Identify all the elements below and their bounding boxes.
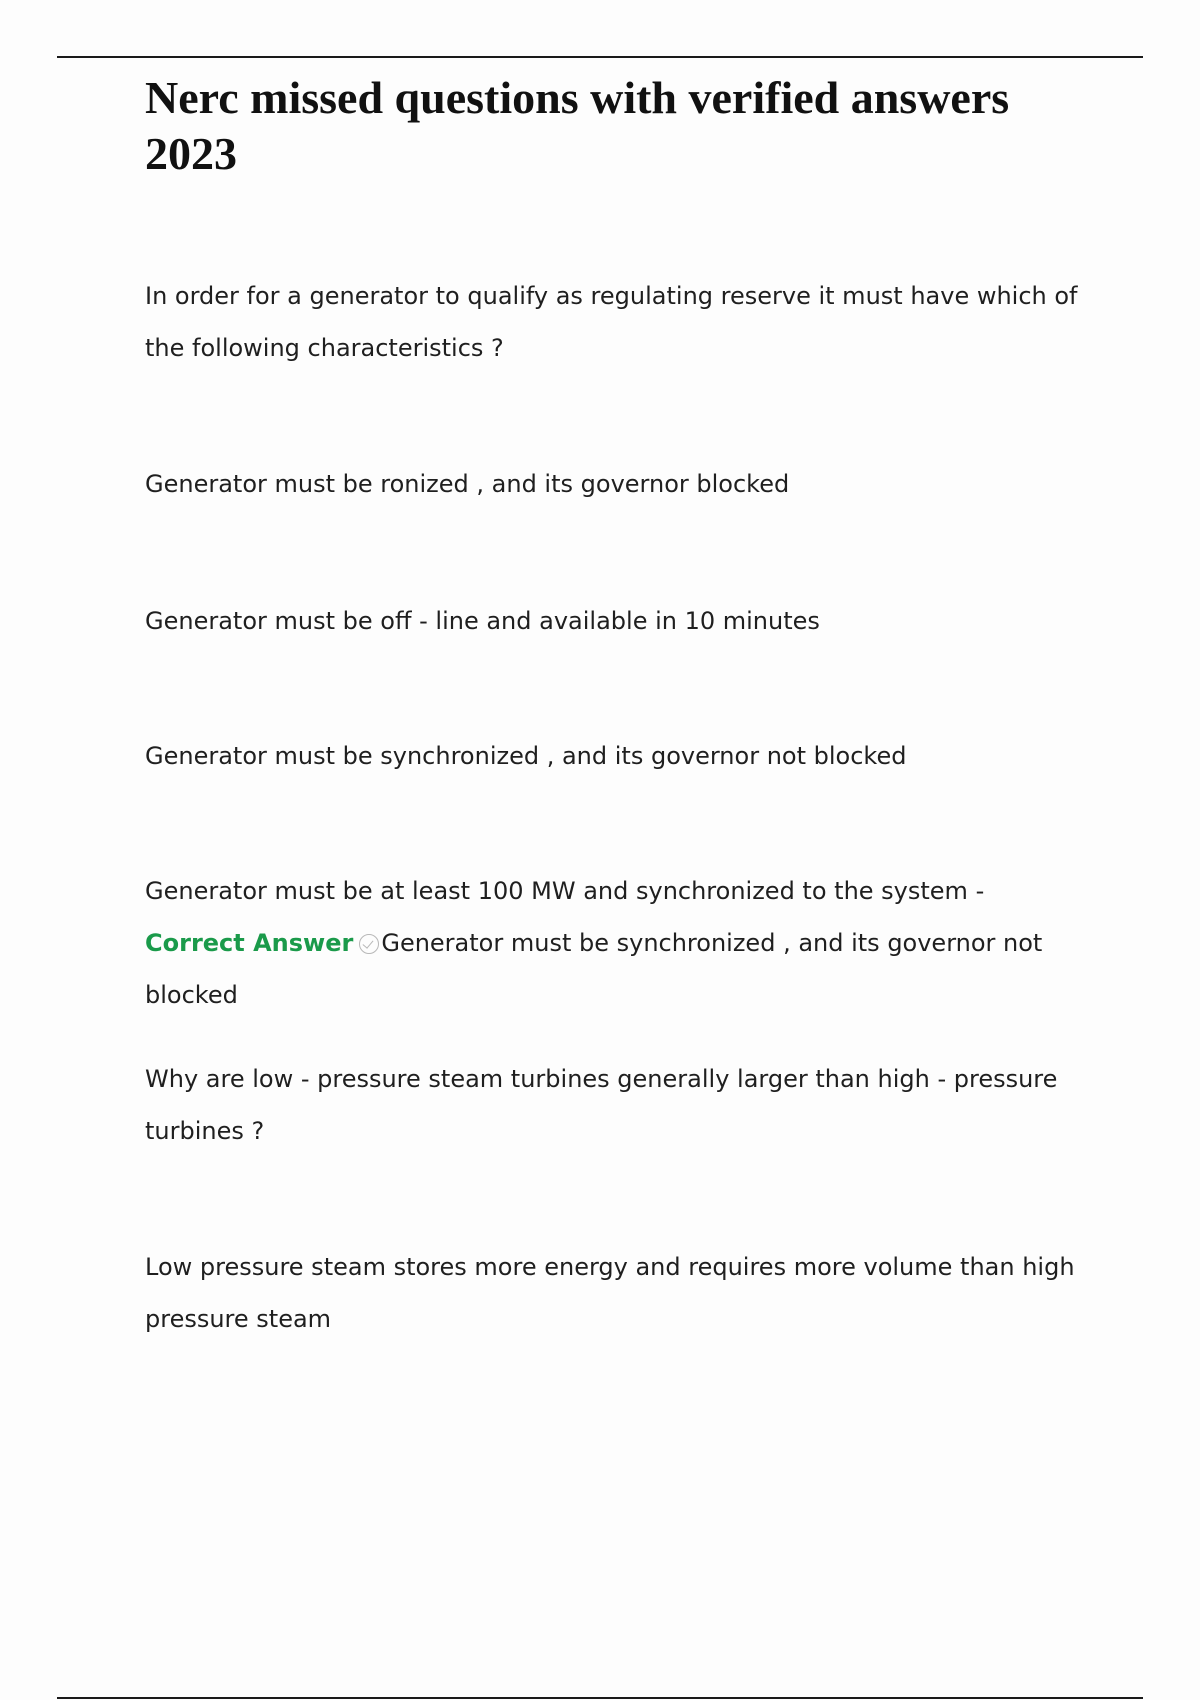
question-1: In order for a generator to qualify as regulating reserve it must have which of the following characteristics ? (145, 282, 1078, 362)
document-title: Nerc missed questions with verified answers 2023 (145, 72, 1010, 179)
correct-answer-label: Correct Answer (145, 929, 354, 957)
option-4: Generator must be at least 100 MW and synchronized to the system - (145, 877, 985, 905)
option-2: Generator must be off - line and available in 10 minutes (145, 607, 820, 635)
bottom-rule (57, 1697, 1143, 1699)
answer-text: Generator must be synchronized , and its governor not blocked (145, 929, 1043, 1009)
option-3: Generator must be synchronized , and its governor not blocked (145, 742, 907, 770)
answer-2: Low pressure steam stores more energy and requires more volume than high pressure steam (145, 1253, 1075, 1333)
option-1: Generator must be ronized , and its governor blocked (145, 470, 790, 498)
document-header (145, 70, 1090, 182)
top-rule (57, 56, 1143, 58)
question-2: Why are low - pressure steam turbines generally larger than high - pressure turbines ? (145, 1065, 1058, 1145)
check-circle-icon (359, 934, 379, 954)
answer-paragraph (145, 865, 1090, 1021)
